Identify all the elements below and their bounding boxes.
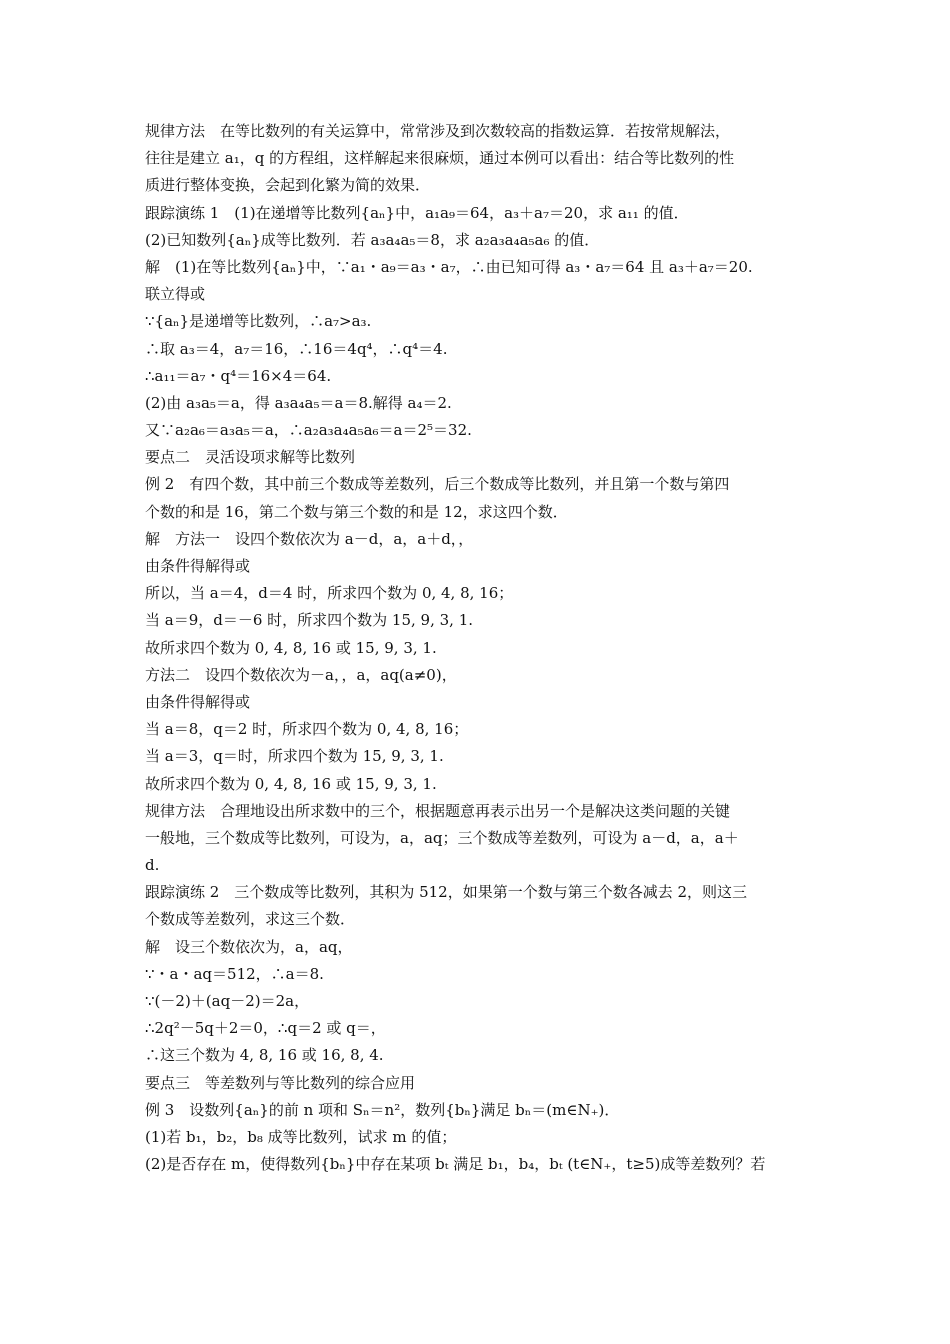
text-line: ∴这三个数为 4, 8, 16 或 16, 8, 4. (145, 1046, 384, 1065)
text-line: 所以，当 a＝4，d＝4 时，所求四个数为 0, 4, 8, 16； (145, 584, 514, 603)
text-line: 跟踪演练 2 三个数成等比数列，其积为 512，如果第一个数与第三个数各减去 2，则这三 (145, 883, 748, 902)
text-line: ∴取 a₃＝4，a₇＝16，∴16＝4q⁴，∴q⁴＝4. (145, 339, 448, 358)
text-line: 例 3 设数列{aₙ}的前 n 项和 Sₙ＝n²，数列{bₙ}满足 bₙ＝(m∈N₊)． (145, 1100, 620, 1119)
text-line: 个数成等差数列，求这三个数． (145, 910, 356, 929)
text-line: 方法二 设四个数依次为－a，，a，aq(a≠0)， (145, 665, 457, 684)
text-line: (1)若 b₁，b₂，b₈ 成等比数列，试求 m 的值； (145, 1127, 457, 1146)
section-heading: 要点二 灵活设项求解等比数列 (145, 448, 356, 467)
text-line: 当 a＝3，q＝时，所求四个数为 15, 9, 3, 1. (145, 747, 444, 766)
text-line: d. (145, 856, 160, 875)
text-line: 又∵a₂a₆＝a₃a₅＝a，∴a₂a₃a₄a₅a₆＝a＝2⁵＝32. (145, 421, 472, 440)
text-line: 一般地，三个数成等比数列，可设为，a，aq；三个数成等差数列，可设为 a－d，a，a＋ (145, 828, 739, 847)
text-line: ∴2q²－5q＋2＝0，∴q＝2 或 q＝， (145, 1019, 386, 1038)
text-line: 质进行整体变换，会起到化繁为简的效果． (145, 176, 431, 195)
text-line: 故所求四个数为 0, 4, 8, 16 或 15, 9, 3, 1. (145, 638, 437, 657)
text-line: (2)已知数列{aₙ}成等比数列．若 a₃a₄a₅＝8，求 a₂a₃a₄a₅a₆ 的值． (145, 230, 600, 249)
text-line: 当 a＝8，q＝2 时，所求四个数为 0, 4, 8, 16； (145, 720, 469, 739)
text-line: 解 设三个数依次为，a，aq， (145, 937, 353, 956)
text-line: ∵{aₙ}是递增等比数列，∴a₇>a₃. (145, 312, 372, 331)
text-line: 联立得或 (145, 285, 206, 304)
text-line: (2)是否存在 m，使得数列{bₙ}中存在某项 bₜ 满足 b₁，b₄，bₜ (t∈N₊，t≥5)成等差数列？若 (145, 1155, 766, 1174)
section-heading: 要点三 等差数列与等比数列的综合应用 (145, 1073, 416, 1092)
text-line: (2)由 a₃a₅＝a，得 a₃a₄a₅＝a＝8.解得 a₄＝2. (145, 393, 452, 412)
text-line: 解 方法一 设四个数依次为 a－d，a，a＋d，， (145, 529, 474, 548)
text-line: 规律方法 合理地设出所求数中的三个，根据题意再表示出另一个是解决这类问题的关键 (145, 801, 731, 820)
text-line: ∴a₁₁＝a₇・q⁴＝16×4＝64. (145, 366, 332, 385)
text-line: ∵(－2)＋(aq－2)＝2a， (145, 992, 310, 1010)
text-line: 解 (1)在等比数列{aₙ}中，∵a₁・a₉＝a₃・a₇，∴由已知可得 a₃・a₇＝64 且 a₃＋a₇＝20. (145, 257, 753, 276)
document-page (145, 118, 815, 1178)
text-line: 例 2 有四个数，其中前三个数成等差数列，后三个数成等比数列，并且第一个数与第四 (145, 475, 730, 494)
text-line: 故所求四个数为 0, 4, 8, 16 或 15, 9, 3, 1. (145, 774, 437, 793)
text-line: 当 a＝9，d＝－6 时，所求四个数为 15, 9, 3, 1. (145, 611, 474, 630)
text-line: 由条件得解得或 (145, 692, 251, 711)
text-line: 规律方法 在等比数列的有关运算中，常常涉及到次数较高的指数运算．若按常规解法， (145, 122, 731, 140)
text-line: 往往是建立 a₁，q 的方程组，这样解起来很麻烦，通过本例可以看出：结合等比数列的性 (145, 149, 735, 168)
text-line: 由条件得解得或 (145, 557, 251, 575)
text-line: ∵・a・aq＝512，∴a＝8. (145, 964, 324, 983)
text-line: 个数的和是 16，第二个数与第三个数的和是 12，求这四个数． (145, 502, 568, 521)
text-line: 跟踪演练 1 (1)在递增等比数列{aₙ}中，a₁a₉＝64，a₃＋a₇＝20，求 a₁₁ 的值． (145, 203, 689, 222)
